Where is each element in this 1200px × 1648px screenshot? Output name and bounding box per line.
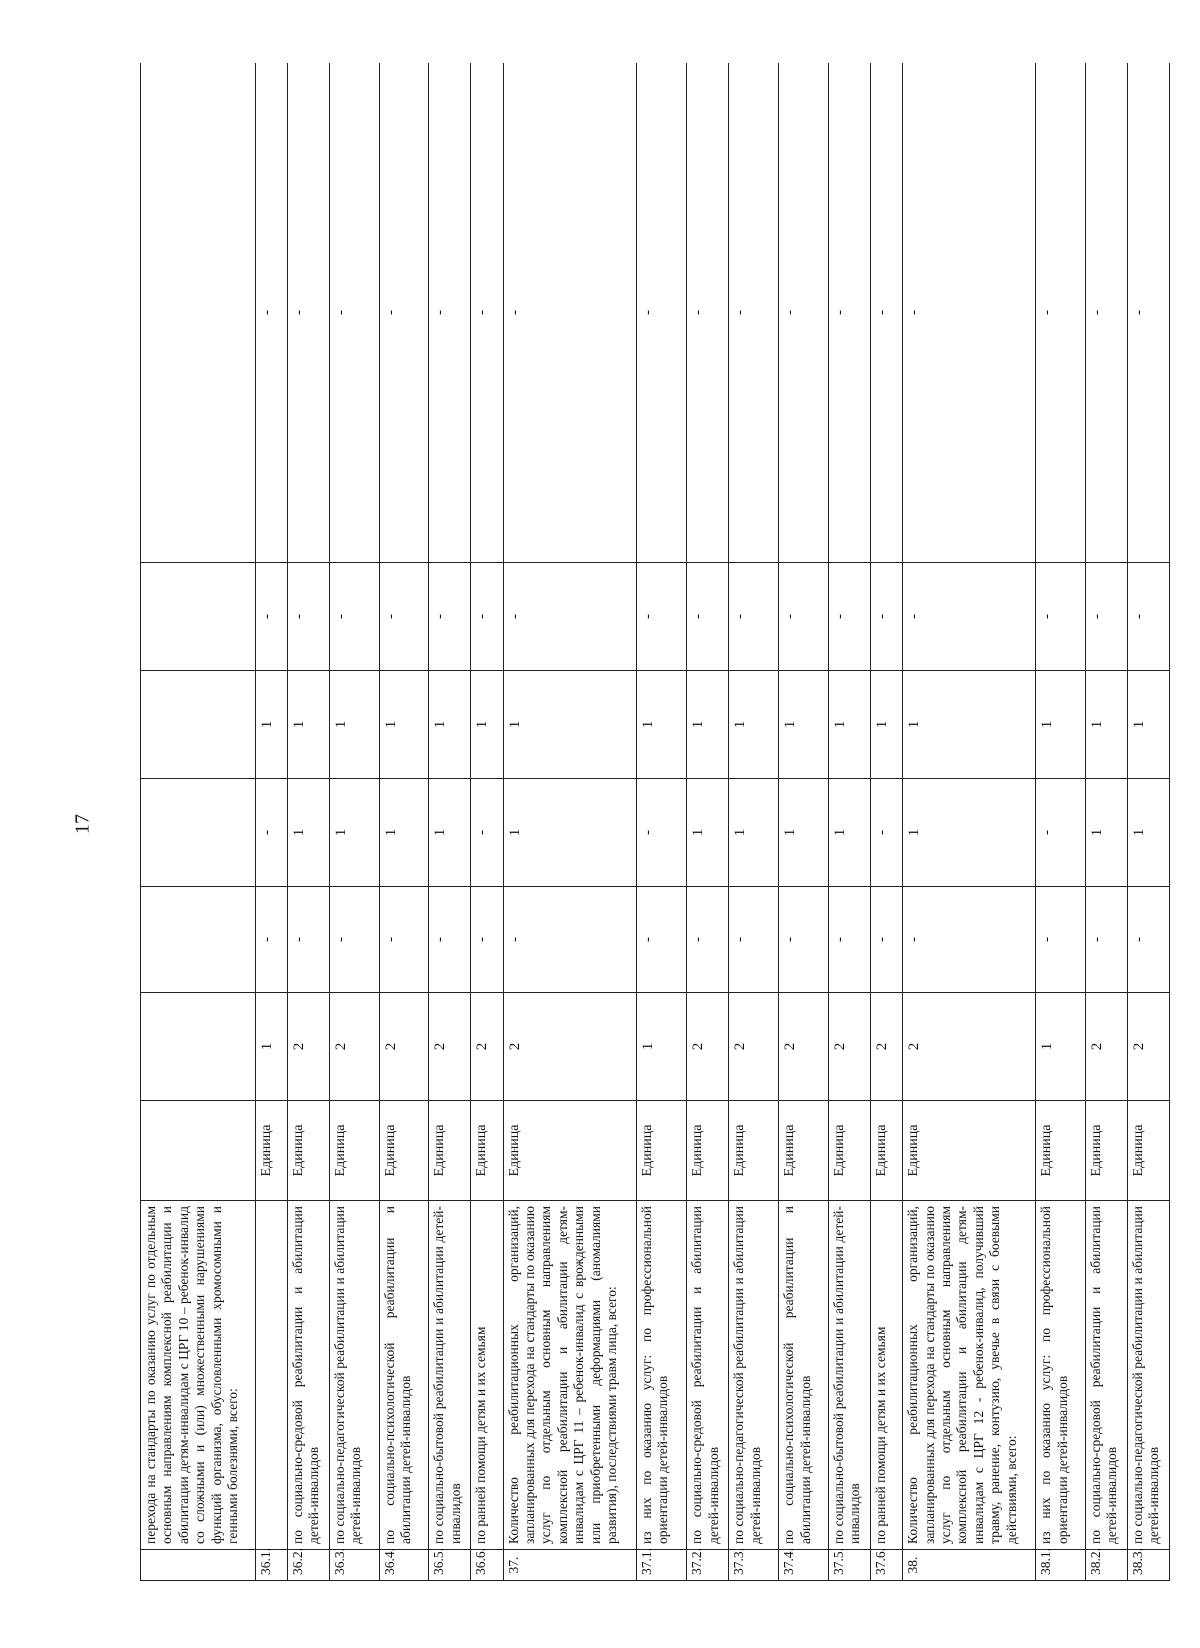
value-cell: - [829, 887, 871, 993]
value-cell: - [1085, 563, 1127, 671]
value-cell: - [636, 887, 687, 993]
unit-cell [141, 1101, 256, 1201]
table-row [1036, 63, 1086, 1581]
row-description: Количество реабилитационных организаций, запланированных для перехода на стандарты по оказанию услуг по отдельным основным направлениям комплексной реабилитации и абилитации детям-инвалидам с ЦРГ 11 – ребенок-инвалид с врожденными или приобретенными деформациями (аномалиями развития), последствиями травм лица, всего: [503, 1201, 636, 1550]
unit-cell: Единица [503, 1101, 636, 1201]
value-cell: 2 [429, 993, 471, 1101]
value-cell: 1 [287, 779, 329, 887]
row-description: по социально-психологической реабилитации и абилитации детей-инвалидов [379, 1201, 429, 1550]
value-cell: 2 [1085, 993, 1127, 1101]
row-number: 37.6. [870, 1550, 902, 1581]
table-row [687, 63, 729, 1581]
row-number: 38. [903, 1550, 1036, 1581]
value-cell: - [471, 887, 503, 993]
row-number: 36.4. [379, 1550, 429, 1581]
value-cell: - [687, 887, 729, 993]
value-cell: - [255, 563, 287, 671]
unit-cell: Единица [379, 1101, 429, 1201]
value-cell: 1 [1036, 993, 1086, 1101]
value-cell [141, 671, 256, 779]
table-row [255, 63, 287, 1581]
value-cell: - [287, 563, 329, 671]
value-cell [141, 779, 256, 887]
row-number: 36.5. [429, 1550, 471, 1581]
unit-cell: Единица [329, 1101, 379, 1201]
value-cell: - [329, 563, 379, 671]
row-description: по социально-средовой реабилитации и абилитации детей-инвалидов [687, 1201, 729, 1550]
value-cell: - [429, 887, 471, 993]
value-cell: - [379, 63, 429, 563]
value-cell: 2 [903, 993, 1036, 1101]
row-description: из них по оказанию услуг: по профессиональной ориентации детей-инвалидов [1036, 1201, 1086, 1550]
row-number: 36.2. [287, 1550, 329, 1581]
value-cell: - [779, 887, 829, 993]
value-cell: - [829, 63, 871, 563]
value-cell: - [1127, 63, 1169, 563]
value-cell: - [379, 563, 429, 671]
unit-cell: Единица [287, 1101, 329, 1201]
value-cell: 1 [1085, 671, 1127, 779]
table-row [329, 63, 379, 1581]
value-cell: 1 [429, 779, 471, 887]
value-cell: - [1127, 563, 1169, 671]
value-cell: - [1036, 779, 1086, 887]
value-cell: - [1085, 63, 1127, 563]
row-number: 37.4. [779, 1550, 829, 1581]
unit-cell: Единица [870, 1101, 902, 1201]
value-cell: - [829, 563, 871, 671]
row-description: Количество реабилитационных организаций, запланированных для перехода на стандарты по оказанию услуг по отдельным основным направлениям комплексной реабилитации и абилитации детям-инвалидам с ЦРГ 12 - ребенок-инвалид, получивший травму, ранение, контузию, увечье в связи с боевыми действиями, всего: [903, 1201, 1036, 1550]
row-number: 37.5. [829, 1550, 871, 1581]
row-description: по социально-педагогической реабилитации и абилитации детей-инвалидов [729, 1201, 779, 1550]
row-number: 38.1. [1036, 1550, 1086, 1581]
value-cell: - [471, 63, 503, 563]
value-cell: 2 [471, 993, 503, 1101]
value-cell: 1 [287, 671, 329, 779]
page-number: 17 [71, 814, 94, 834]
row-description: по социально-бытовой реабилитации и абилитации детей-инвалидов [829, 1201, 871, 1550]
value-cell: - [870, 63, 902, 563]
table-row [429, 63, 471, 1581]
value-cell: 1 [329, 779, 379, 887]
value-cell: - [1085, 887, 1127, 993]
value-cell: - [329, 63, 379, 563]
value-cell: - [471, 563, 503, 671]
table-row [779, 63, 829, 1581]
value-cell: - [729, 887, 779, 993]
value-cell: - [687, 563, 729, 671]
unit-cell: Единица [471, 1101, 503, 1201]
value-cell: - [779, 563, 829, 671]
row-description: по социально-бытовой реабилитации и абилитации детей-инвалидов [429, 1201, 471, 1550]
value-cell: - [255, 63, 287, 563]
unit-cell: Единица [687, 1101, 729, 1201]
value-cell: - [779, 63, 829, 563]
statistics-table [140, 63, 1170, 1581]
value-cell: 2 [1127, 993, 1169, 1101]
table-row [829, 63, 871, 1581]
row-number: 37.3. [729, 1550, 779, 1581]
row-description: перехода на стандарты по оказанию услуг по отдельным основным направлениям комплексной реабилитации и абилитации детям-инвалидам с ЦРГ 10 – ребенок-инвалид со сложными и (или) множественными нарушениями функций организма, обусловленными хромосомными и генными болезнями, всего: [141, 1201, 256, 1550]
value-cell: 2 [779, 993, 829, 1101]
value-cell: 2 [379, 993, 429, 1101]
row-number: 38.2. [1085, 1550, 1127, 1581]
value-cell: 1 [1127, 671, 1169, 779]
row-description: по социально-педагогической реабилитации и абилитации детей-инвалидов [329, 1201, 379, 1550]
value-cell: 2 [870, 993, 902, 1101]
value-cell: - [1036, 563, 1086, 671]
value-cell: 1 [687, 671, 729, 779]
row-number: 36.3. [329, 1550, 379, 1581]
row-description: по социально-средовой реабилитации и абилитации детей-инвалидов [1085, 1201, 1127, 1550]
value-cell: 1 [329, 671, 379, 779]
row-description: по ранней помощи детям и их семьям [471, 1201, 503, 1550]
value-cell: - [729, 563, 779, 671]
table-row [729, 63, 779, 1581]
row-description: по социально-средовой реабилитации и абилитации детей-инвалидов [287, 1201, 329, 1550]
unit-cell: Единица [255, 1101, 287, 1201]
table-row [1085, 63, 1127, 1581]
value-cell: - [503, 63, 636, 563]
value-cell: 1 [779, 671, 829, 779]
value-cell: - [471, 779, 503, 887]
document-frame [140, 63, 1170, 1581]
value-cell: 1 [503, 671, 636, 779]
unit-cell: Единица [1036, 1101, 1086, 1201]
value-cell: 1 [636, 993, 687, 1101]
value-cell: 1 [1085, 779, 1127, 887]
table-row [870, 63, 902, 1581]
value-cell: - [1127, 887, 1169, 993]
value-cell: 2 [687, 993, 729, 1101]
table-row [903, 63, 1036, 1581]
value-cell: - [1036, 63, 1086, 563]
value-cell: 1 [903, 671, 1036, 779]
unit-cell: Единица [1085, 1101, 1127, 1201]
value-cell [141, 887, 256, 993]
value-cell: - [287, 63, 329, 563]
value-cell: - [329, 887, 379, 993]
value-cell: - [503, 563, 636, 671]
value-cell: 2 [287, 993, 329, 1101]
value-cell: - [903, 563, 1036, 671]
value-cell: - [636, 63, 687, 563]
value-cell: 1 [829, 779, 871, 887]
value-cell: 1 [379, 779, 429, 887]
table-row [636, 63, 687, 1581]
table-row [1127, 63, 1169, 1581]
value-cell: 1 [1127, 779, 1169, 887]
value-cell [141, 993, 256, 1101]
unit-cell: Единица [429, 1101, 471, 1201]
value-cell: - [379, 887, 429, 993]
value-cell: 1 [471, 671, 503, 779]
value-cell: - [287, 887, 329, 993]
value-cell: 2 [503, 993, 636, 1101]
value-cell: 1 [255, 993, 287, 1101]
row-description: по социально-педагогической реабилитации и абилитации детей-инвалидов [1127, 1201, 1169, 1550]
table-row [471, 63, 503, 1581]
value-cell: 1 [829, 671, 871, 779]
value-cell: - [636, 779, 687, 887]
unit-cell: Единица [779, 1101, 829, 1201]
value-cell: 1 [1036, 671, 1086, 779]
row-description: по ранней помощи детям и их семьям [870, 1201, 902, 1550]
value-cell: - [870, 563, 902, 671]
row-number: 37.1. [636, 1550, 687, 1581]
value-cell: - [429, 563, 471, 671]
value-cell: 1 [687, 779, 729, 887]
value-cell: 1 [870, 671, 902, 779]
value-cell: 1 [729, 671, 779, 779]
unit-cell: Единица [903, 1101, 1036, 1201]
table-row [379, 63, 429, 1581]
value-cell: 1 [503, 779, 636, 887]
unit-cell: Единица [1127, 1101, 1169, 1201]
table-body [141, 63, 1170, 1581]
value-cell [141, 563, 256, 671]
table-row [503, 63, 636, 1581]
value-cell: 2 [729, 993, 779, 1101]
value-cell: 1 [429, 671, 471, 779]
value-cell: 1 [636, 671, 687, 779]
value-cell: 1 [255, 671, 287, 779]
value-cell: - [729, 63, 779, 563]
value-cell: 1 [779, 779, 829, 887]
unit-cell: Единица [829, 1101, 871, 1201]
table-row [287, 63, 329, 1581]
rotated-table-container [140, 63, 1170, 1581]
value-cell: 1 [903, 779, 1036, 887]
value-cell: - [687, 63, 729, 563]
row-number: 38.3. [1127, 1550, 1169, 1581]
value-cell: 2 [329, 993, 379, 1101]
value-cell [141, 63, 256, 563]
value-cell: - [255, 779, 287, 887]
unit-cell: Единица [729, 1101, 779, 1201]
value-cell: - [429, 63, 471, 563]
value-cell: - [870, 779, 902, 887]
value-cell: - [870, 887, 902, 993]
row-description: по социально-психологической реабилитации и абилитации детей-инвалидов [779, 1201, 829, 1550]
row-description [255, 1201, 287, 1550]
table-row [141, 63, 256, 1581]
value-cell: - [1036, 887, 1086, 993]
value-cell: 1 [379, 671, 429, 779]
row-description: из них по оказанию услуг: по профессиональной ориентации детей-инвалидов [636, 1201, 687, 1550]
row-number: 36.6. [471, 1550, 503, 1581]
unit-cell: Единица [636, 1101, 687, 1201]
value-cell: - [636, 563, 687, 671]
row-number: 37.2. [687, 1550, 729, 1581]
value-cell: 1 [729, 779, 779, 887]
row-number: 36.1. [255, 1550, 287, 1581]
row-number: 37. [503, 1550, 636, 1581]
value-cell: 2 [829, 993, 871, 1101]
value-cell: - [255, 887, 287, 993]
value-cell: - [903, 887, 1036, 993]
value-cell: - [903, 63, 1036, 563]
row-number [141, 1550, 256, 1581]
value-cell: - [503, 887, 636, 993]
